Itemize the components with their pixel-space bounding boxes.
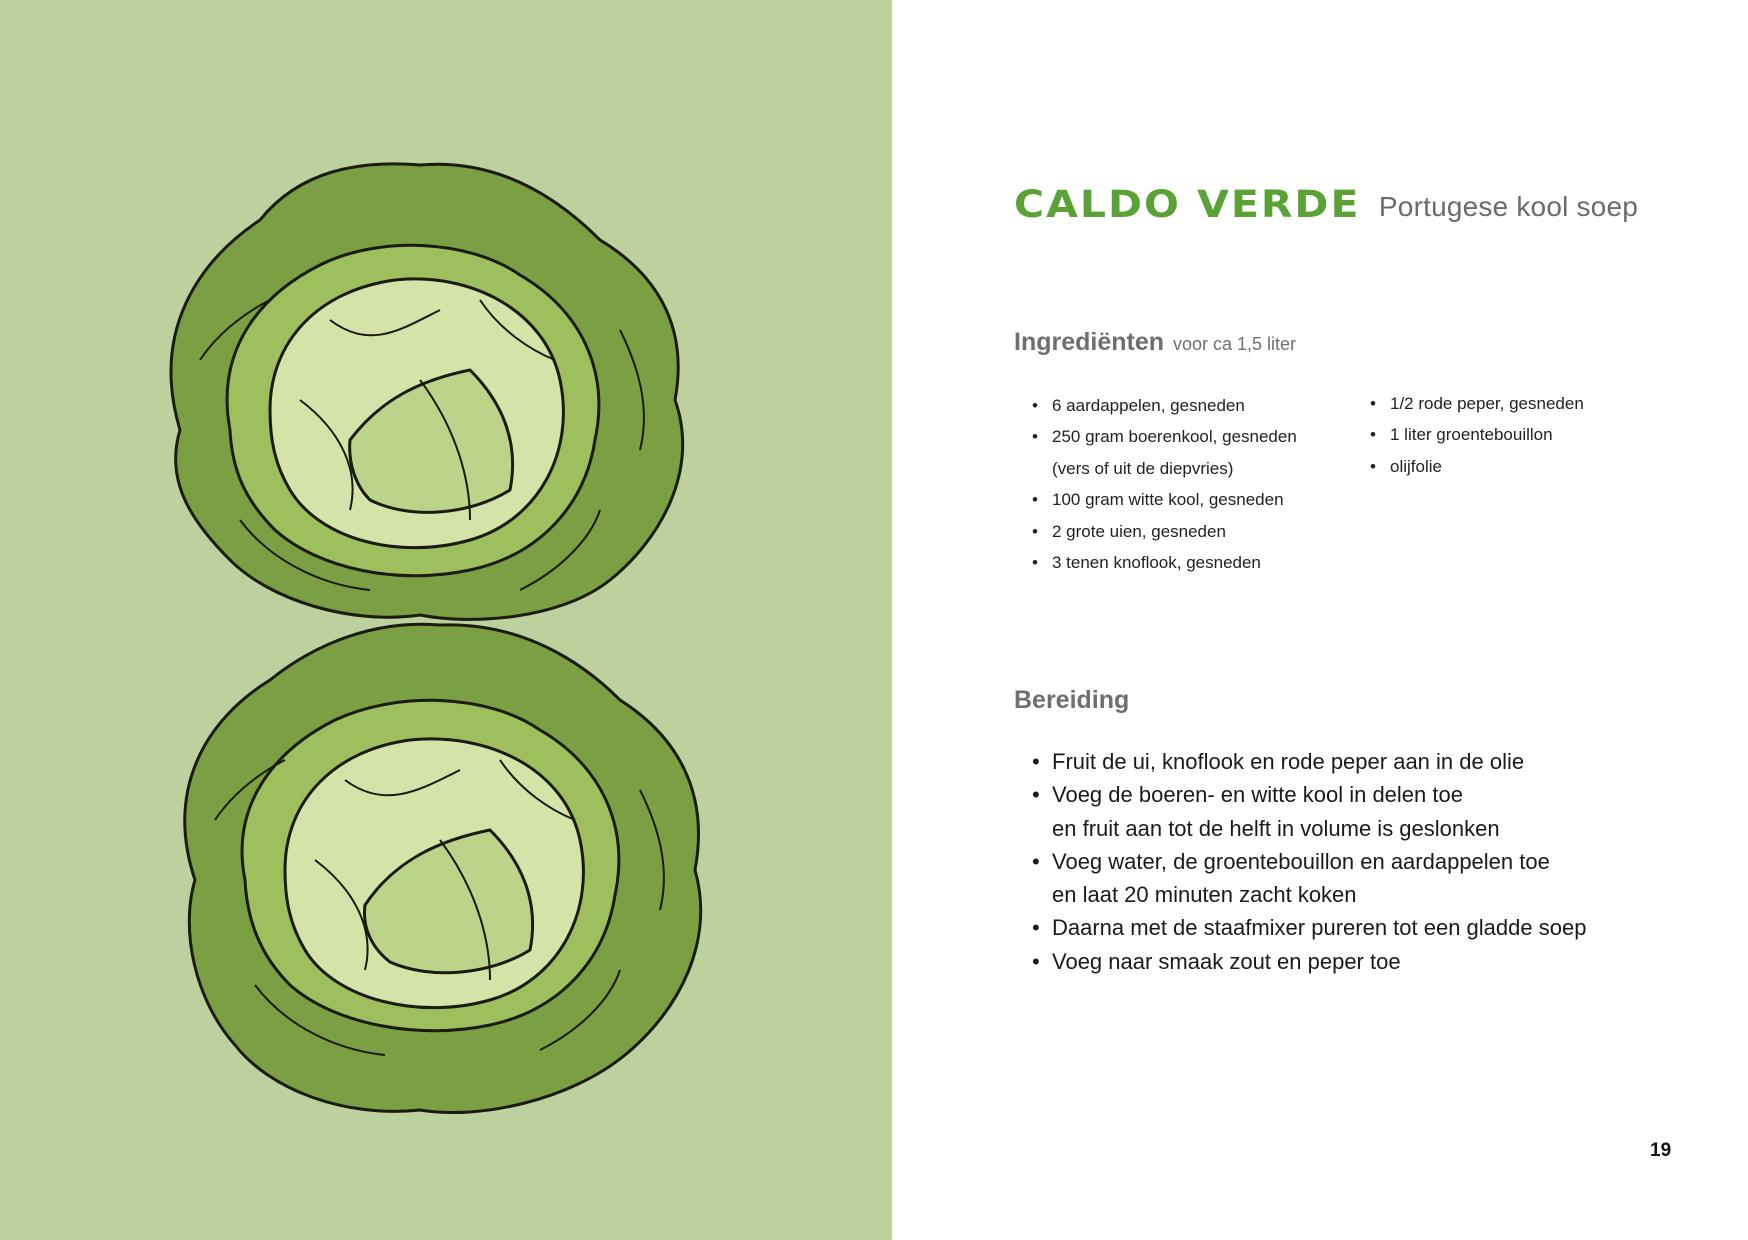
preparation-step: • Voeg de boeren- en witte kool in delen toe (1032, 778, 1586, 811)
preparation-heading: Bereiding (1014, 686, 1130, 714)
preparation-step-continuation: en laat 20 minuten zacht koken (1052, 882, 1357, 908)
ingredients-note: voor ca 1,5 liter (1172, 334, 1297, 354)
ingredient-item-continuation: (vers of uit de diepvries) (1052, 458, 1234, 478)
ingredient-item: • olijfolie (1370, 451, 1584, 482)
preparation-steps (1032, 745, 1586, 978)
ingredients-title: Ingrediënten (1014, 328, 1165, 356)
ingredients-list-right (1370, 388, 1584, 482)
recipe-panel (892, 0, 1748, 1240)
preparation-step-continuation: en fruit aan tot de helft in volume is geslonken (1052, 815, 1500, 841)
ingredient-item: • 3 tenen knoflook, gesneden (1032, 547, 1297, 578)
ingredient-item: • 1 liter groentebouillon (1370, 419, 1584, 450)
recipe-title: CALDO VERDE (1014, 181, 1361, 226)
ingredient-item: • 250 gram boerenkool, gesneden (1032, 421, 1297, 452)
page-number: 19 (1650, 1140, 1672, 1161)
cabbage-top (171, 164, 683, 620)
ingredient-item: • 2 grote uien, gesneden (1032, 516, 1297, 547)
preparation-step: • Daarna met de staafmixer pureren tot een gladde soep (1032, 911, 1586, 944)
preparation-step: • Voeg naar smaak zout en peper toe (1032, 945, 1586, 978)
ingredient-item: • 100 gram witte kool, gesneden (1032, 484, 1297, 515)
ingredients-heading (1014, 328, 1296, 357)
recipe-subtitle: Portugese kool soep (1378, 191, 1639, 222)
preparation-step: • Voeg water, de groentebouillon en aardappelen toe (1032, 845, 1586, 878)
ingredient-item: • 6 aardappelen, gesneden (1032, 390, 1297, 421)
recipe-header (1014, 178, 1638, 226)
cabbage-bottom (185, 624, 701, 1112)
preparation-step: • Fruit de ui, knoflook en rode peper aan in de olie (1032, 745, 1586, 778)
ingredient-item: • 1/2 rode peper, gesneden (1370, 388, 1584, 419)
ingredients-list-left (1032, 390, 1297, 578)
